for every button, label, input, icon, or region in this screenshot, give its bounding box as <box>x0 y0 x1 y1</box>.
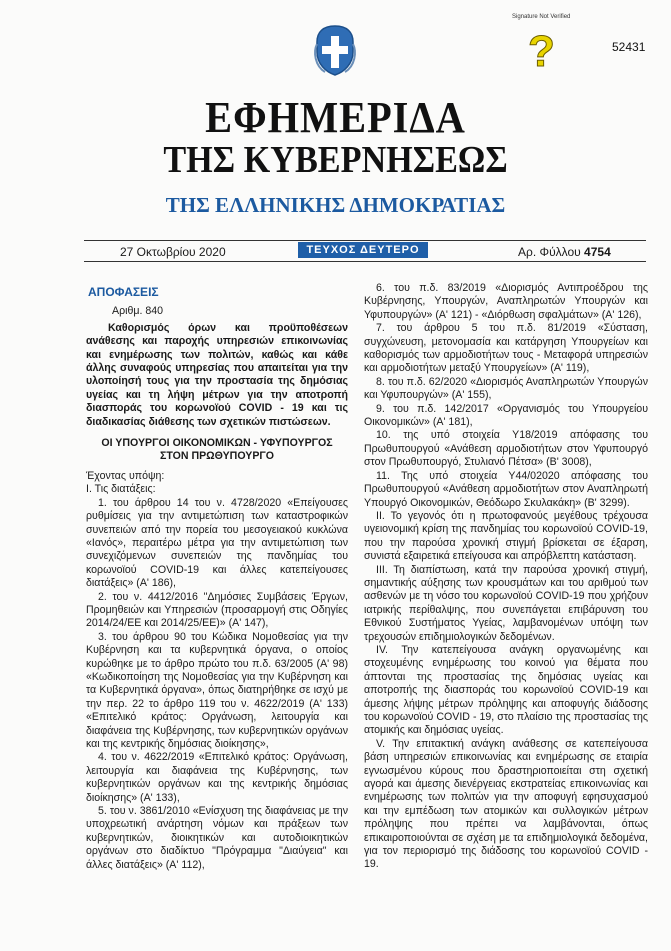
paragraph: IV. Την κατεπείγουσα ανάγκη οργανωμένης και στοχευμένης ενημέρωσης του κοινού για θέματα που άπτονται της προστασίας της δημόσιας υγείας και αποτροπής της διασποράς του κορωνοϊού COVID-19 και άμεσης λήψης μέτρων πρόληψης και αποφυγής διάδοσης του κορωνοϊού COVID - 19, στο πλαίσιο της προστασίας της ατομικής και δημόσιας υγείας. <box>364 643 648 737</box>
paragraph: 1. του άρθρου 14 του ν. 4728/2020 «Επείγουσες ρυθμίσεις για την αντιμετώπιση των καταστροφικών συνεπειών από την πορεία του μεσογειακού κυκλώνα «Ιανός», περαιτέρω μέτρα για την αντιμετώπιση των συνεχιζόμενων συνεπειών της πανδημίας του κορωνοϊού COVID-19 και άλλες κατεπείγουσες διατάξεις» (Α' 186), <box>86 496 348 590</box>
paragraph: 3. του άρθρου 90 του Κώδικα Νομοθεσίας για την Κυβέρνηση και τα κυβερνητικά όργανα, ο οποίος κυρώθηκε με το άρθρο πρώτο του π.δ. 63/2005 (Α' 98) «Κωδικοποίηση της Νομοθεσίας για την Κυβέρνηση και τα Κυβερνητικά όργανα», όπως διατηρήθηκε σε ισχύ με την περ. 22 το άρθρο 119 του ν. 4622/2019 (Α' 133) «Επιτελικό κράτος: Οργάνωση, λειτουργία και διαφάνεια της Κυβέρνησης, των κυβερνητικών οργάνων και της κεντρικής δημόσιας διοίκησης», <box>86 630 348 750</box>
paragraph: 6. του π.δ. 83/2019 «Διορισμός Αντιπροέδρου της Κυβέρνησης, Υπουργών, Αναπληρωτών Υπουργών και Υφυπουργών» (Α' 121) - «Διόρθωση σφαλμάτων» (Α' 126), <box>364 282 648 321</box>
greek-coat-of-arms-emblem <box>311 22 359 77</box>
paragraph: 2. του ν. 4412/2016 "Δημόσιες Συμβάσεις Έργων, Προμηθειών και Υπηρεσιών (προσαρμογή στις Οδηγίες 2014/24/ΕΕ και 2014/25/ΕΕ)» (Α' 147), <box>86 590 348 630</box>
issue-bar-bottom-rule <box>84 261 646 262</box>
paragraph: 9. του π.δ. 142/2017 «Οργανισμός του Υπουργείου Οικονομικών» (Α' 181), <box>364 402 648 429</box>
decision-title: Καθορισμός όρων και προϋποθέσεων ανάθεσης και παροχής υπηρεσιών επικοινωνίας και ενημέρωσης των πολιτών, καθώς και κάθε άλλης συναφούς υπηρεσίας που απαιτείται για την υλοποίησή τους για την προστασία της δημόσιας υγείας και τη λήψη μέτρων για την αποτροπή διασποράς του κορωνοϊού COVID - 19 και τις διαδικασίας διάθεσης των σχετικών πιστώσεων. <box>86 321 348 428</box>
sheet-number-value: 4754 <box>584 245 611 259</box>
paragraph: ΙΙ. Το γεγονός ότι η πρωτοφανούς μεγέθους τρέχουσα υγειονομική κρίση της πανδημίας του κορωνοϊού COVID-19, που την παρούσα χρονική στιγμή βρίσκεται σε έξαρση, συνιστά εξαιρετικά επείγουσα και απρόβλεπτη κατάσταση. <box>364 509 648 563</box>
sheet-number <box>518 245 611 259</box>
ministers-heading: ΟΙ ΥΠΟΥΡΓΟΙ ΟΙΚΟΝΟΜΙΚΩΝ - ΥΦΥΠΟΥΡΓΟΣ ΣΤΟΝ ΠΡΩΘΥΠΟΥΡΓΟ <box>101 437 333 463</box>
paragraph: V. Την επιτακτική ανάγκη ανάθεσης σε κατεπείγουσα βάση υπηρεσιών επικοινωνίας και ενημέρωσης σε εταιρία εγνωσμένου κύρους που δραστηριοποιείται στη σχετική αγορά και άμεσης διενέργειας εκστρατείας επικοινωνίας και ενημέρωσης των πολιτών για την αποφυγή εφησυχασμού και την εμπέδωση των ατομικών και συλλογικών μέτρων πρόληψης που πρέπει να λαμβάνονται, όπως επικαιροποιούνται σε σχέση με τα επιδημιολογικά δεδομένα, για τον περιορισμό της διάδοσης του κορωνοϊού COVID - 19. <box>364 737 648 871</box>
paragraph: Ι. Τις διατάξεις: <box>86 483 156 496</box>
left-column <box>86 282 348 872</box>
paragraph: ΙΙΙ. Τη διαπίστωση, κατά την παρούσα χρονική στιγμή, σημαντικής αύξησης των κρουσμάτων και του αριθμού των ασθενών με τη νόσο του κορωνοϊού COVID-19 που χρήζουν ιατρικής περίθαλψης, που συνεπάγεται επιβάρυνση του Εθνικού Συστήματος Υγείας, λαμβανομένων υπόψη των τρεχουσών επιδημιολογικών δεδομένων. <box>364 563 648 643</box>
paragraph: 10. της υπό στοιχεία Υ18/2019 απόφασης του Πρωθυπουργού «Ανάθεση αρμοδιοτήτων στον Υφυπουργό στον Πρωθυπουργό, Στυλιανό Πέτσα» (Β' 3008), <box>364 429 648 469</box>
gazette-title: ΕΦΗΜΕΡΙΔΑ <box>205 93 466 142</box>
paragraph: 11. Της υπό στοιχεία Υ44/02020 απόφασης του Πρωθυπουργού «Ανάθεση αρμοδιοτήτων στον Αναπληρωτή Υπουργό Οικονομικών, Θεόδωρο Σκυλακάκη» (Β' 3299). <box>364 469 648 509</box>
section-heading: ΑΠΟΦΑΣΕΙΣ <box>88 285 159 299</box>
issue-bar-top-rule <box>84 240 646 241</box>
issue-series-badge: ΤΕΥΧΟΣ ΔΕΥΤΕΡΟ <box>298 242 428 258</box>
issue-date: 27 Οκτωβρίου 2020 <box>120 245 226 259</box>
paragraph: 5. του ν. 3861/2010 «Ενίσχυση της διαφάνειας με την υποχρεωτική ανάρτηση νόμων και πράξεων των κυβερνητικών, διοικητικών και αυτοδιοικητικών οργάνων στο διαδίκτυο "Πρόγραμμα "Διαύγεια" και άλλες διατάξεις» (Α' 112), <box>86 805 348 871</box>
svg-text:?: ? <box>528 27 555 72</box>
paragraph: 4. του ν. 4622/2019 «Επιτελικό κράτος: Οργάνωση, λειτουργία και διαφάνεια της Κυβέρνησης, των κυβερνητικών οργάνων και της κεντρικής δημόσιας διοίκησης» (Α' 133), <box>86 751 348 804</box>
gazette-subtitle: ΤΗΣ ΕΛΛΗΝΙΚΗΣ ΔΗΜΟΚΡΑΤΙΑΣ <box>165 193 506 217</box>
gazette-title-line2: ΤΗΣ ΚΥΒΕΡΝΗΣΕΩΣ <box>163 139 508 181</box>
paragraph: 8. του π.δ. 62/2020 «Διορισμός Αναπληρωτών Υπουργών και Υφυπουργών» (Α' 155), <box>364 375 648 402</box>
right-column <box>364 282 648 872</box>
signature-status-text: Signature Not Verified <box>512 14 571 20</box>
decision-number: Αριθμ. 840 <box>112 305 164 318</box>
page-number: 52431 <box>612 40 646 54</box>
question-mark-icon <box>508 22 556 72</box>
paragraph: Έχοντας υπόψη: <box>86 469 165 482</box>
paragraph: 7. του άρθρου 5 του π.δ. 81/2019 «Σύσταση, συγχώνευση, μετονομασία και κατάργηση Υπουργείων και καθορισμός των αρμοδιοτήτων τους - Μεταφορά υπηρεσιών και αρμοδιοτήτων μεταξύ Υπουργείων» (Α' 119), <box>364 322 648 375</box>
sheet-label: Αρ. Φύλλου <box>518 245 581 259</box>
